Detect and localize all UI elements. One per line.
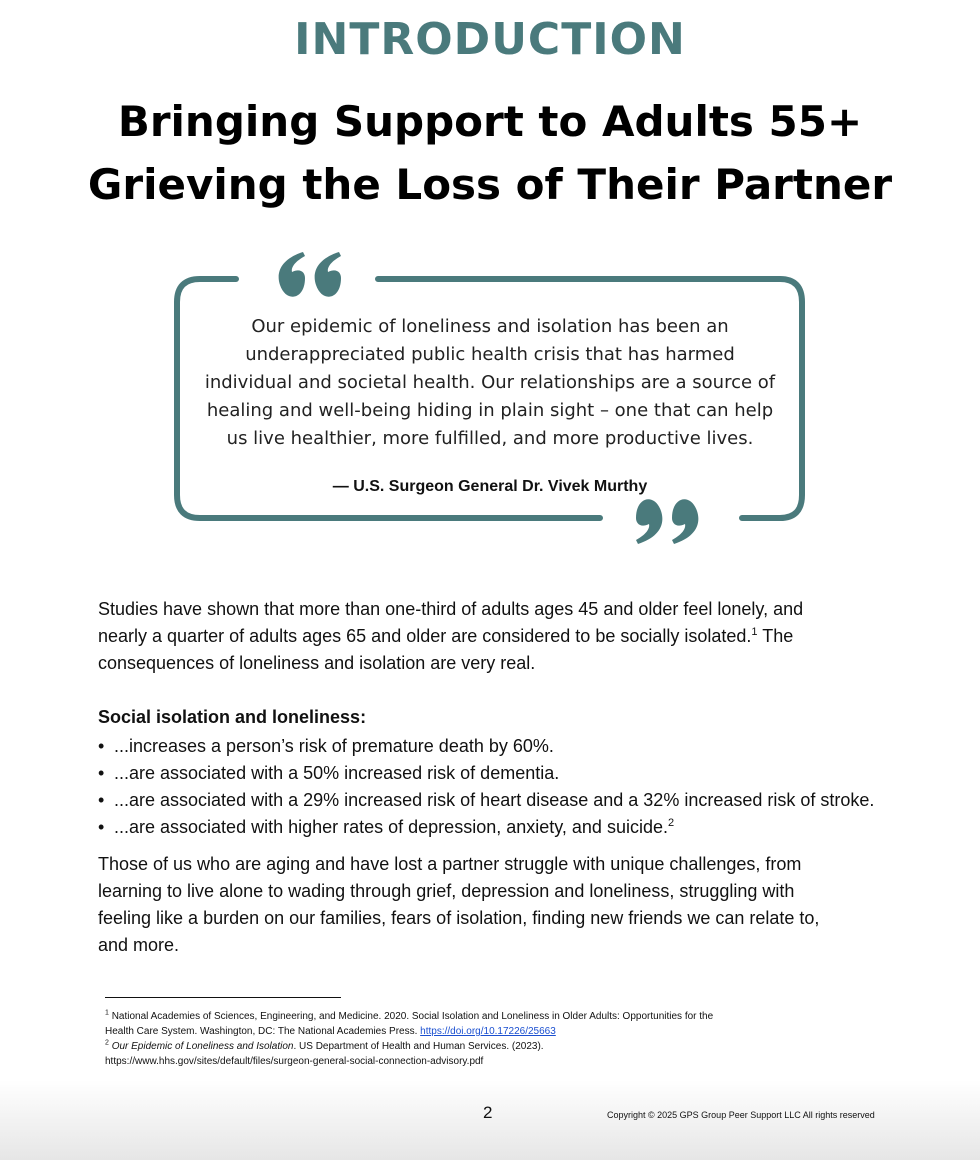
footnote-ref-2: 2 [667, 817, 675, 829]
closing-line-1: Those of us who are aging and have lost a partner struggle with unique challenges, from [98, 854, 802, 874]
quote-line-1: Our epidemic of loneliness and isolation has been an [251, 316, 729, 337]
bullet-glyph: • [98, 736, 105, 756]
list-item [98, 733, 874, 760]
quote-text [190, 313, 790, 453]
copyright-notice: Copyright © 2025 GPS Group Peer Support LLC All rights reserved [607, 1110, 875, 1120]
intro-line-2 [98, 623, 898, 650]
quote-line-5: us live healthier, more fulfilled, and more productive lives. [226, 428, 754, 449]
list-item [98, 787, 874, 814]
bullet-glyph: • [98, 790, 105, 810]
footnote-divider [105, 997, 341, 998]
bullet-glyph: • [98, 817, 105, 837]
footnote-2-url: https://www.hhs.gov/sites/default/files/surgeon-general-social-connection-advisory.pdf [105, 1056, 484, 1067]
section-kicker: INTRODUCTION [294, 14, 686, 65]
footnote-1-text-2: Health Care System. Washington, DC: The National Academies Press. [105, 1026, 421, 1037]
quote-line-3: individual and societal health. Our relationships are a source of [204, 372, 776, 393]
quote-line-4: healing and well-being hiding in plain sight – one that can help [206, 400, 774, 421]
closing-paragraph [98, 851, 898, 959]
footnote-2-line-1 [105, 1039, 825, 1054]
page-number: 2 [483, 1103, 493, 1122]
closing-line-3: feeling like a burden on our families, fears of isolation, finding new friends we can relate to, [98, 908, 820, 928]
section-heading: Social isolation and loneliness: [98, 707, 367, 727]
quote-frame [0, 0, 980, 560]
footnote-ref-1: 1 [751, 626, 758, 638]
intro-paragraph [98, 596, 898, 677]
intro-line-2-text: nearly a quarter of adults ages 65 and older are considered to be socially isolated. [98, 626, 752, 646]
bullet-glyph: • [98, 763, 105, 783]
list-item [98, 760, 874, 787]
bullet-list [98, 733, 874, 841]
footnote-1-text: National Academies of Sciences, Engineering, and Medicine. 2020. Social Isolation and Loneliness in Older Adults: Opportunities for the [111, 1011, 714, 1022]
list-item [98, 814, 874, 841]
bullet-text: ...increases a person’s risk of premature death by 60%. [114, 736, 554, 756]
title-line-1: Bringing Support to Adults 55+ [117, 97, 863, 146]
bullet-text: ...are associated with higher rates of depression, anxiety, and suicide. [114, 817, 668, 837]
footnotes [105, 1009, 825, 1069]
footnote-2-title: Our Epidemic of Loneliness and Isolation [111, 1041, 294, 1052]
quote-line-2: underappreciated public health crisis that has harmed [245, 344, 735, 365]
closing-line-4: and more. [98, 935, 180, 955]
intro-line-1: Studies have shown that more than one-third of adults ages 45 and older feel lonely, and [98, 599, 804, 619]
closing-line-2: learning to live alone to wading through grief, depression and loneliness, struggling with [98, 881, 795, 901]
intro-line-3: consequences of loneliness and isolation are very real. [98, 653, 536, 673]
footnote-1-marker: 1 [105, 1009, 109, 1017]
footnote-1-line-1 [105, 1009, 825, 1024]
footnote-1-link[interactable]: https://doi.org/10.17226/25663 [420, 1026, 556, 1037]
intro-line-2-tail: The [757, 626, 794, 646]
bullet-text: ...are associated with a 29% increased risk of heart disease and a 32% increased risk of stroke. [114, 790, 875, 810]
footnote-2-marker: 2 [105, 1039, 109, 1047]
close-quote-icon [636, 499, 698, 544]
footnote-2-rest: . US Department of Health and Human Services. (2023). [293, 1041, 544, 1052]
open-quote-icon [279, 252, 341, 297]
title-line-2: Grieving the Loss of Their Partner [87, 160, 893, 209]
footnote-1-line-2 [105, 1024, 825, 1039]
bullet-text: ...are associated with a 50% increased risk of dementia. [114, 763, 560, 783]
quote-attribution: — U.S. Surgeon General Dr. Vivek Murthy [332, 478, 648, 495]
